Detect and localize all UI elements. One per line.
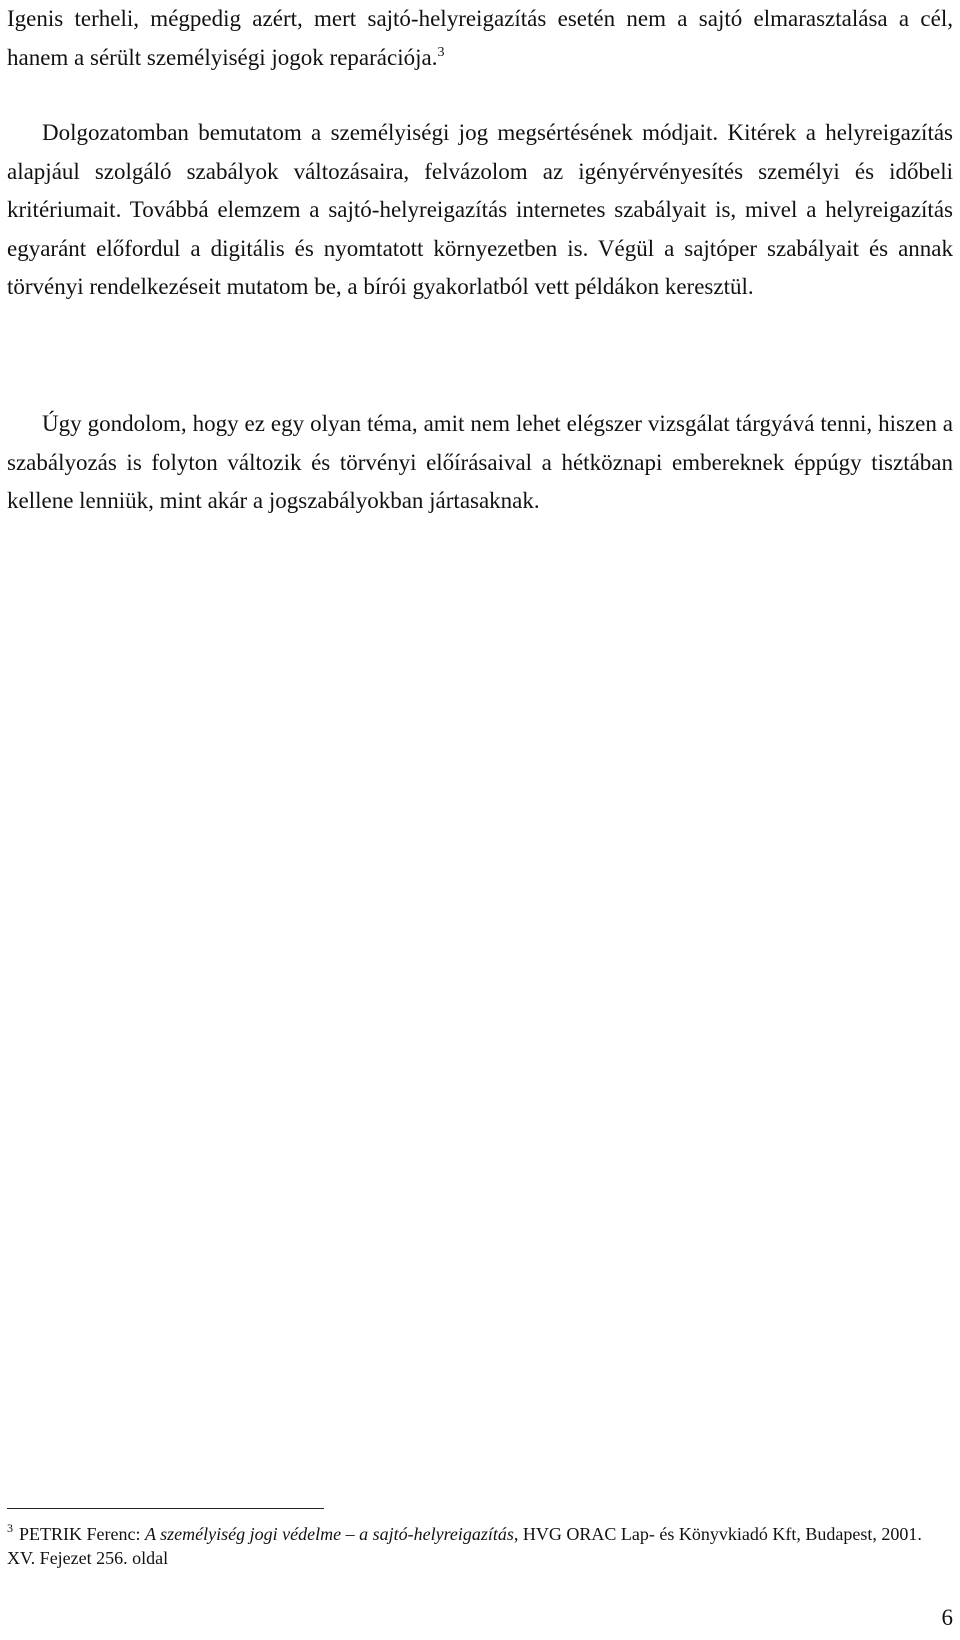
paragraph-3-text: Úgy gondolom, hogy ez egy olyan téma, amit nem lehet elégszer vizsgálat tárgyává tenni, hiszen a szabályozás is folyton változik és törvényi előírásaival a hétköznapi embereknek éppúgy tisztában kellene lenniük, mint akár a jogszabályokban jártasaknak. [7,411,953,513]
paragraph-2 [7,114,953,307]
footnote-publisher: , HVG ORAC Lap- és Könyvkiadó Kft, Budapest, 2001. XV. Fejezet 256. oldal [7,1524,922,1568]
footnote-title: A személyiség jogi védelme – a sajtó-helyreigazítás [144,1524,514,1544]
paragraph-3 [7,405,953,521]
footnote-author-rest: Ferenc: [82,1524,145,1544]
footnote-reference[interactable]: 3 [437,44,445,60]
footnote [7,1522,953,1570]
paragraph-2-text: Dolgozatomban bemutatom a személyiségi jog megsértésének módjait. Kitérek a helyreigazítás alapjául szolgáló szabályok változásaira, felvázolom az igényérvényesítés személyi és időbeli kritériumait. Továbbá elemzem a sajtó-helyreigazítás internetes szabályait is, mivel a helyreigazítás egyaránt előfordul a digitális és nyomtatott környezetben is. Végül a sajtóper szabályait és annak törvényi rendelkezéseit mutatom be, a bírói gyakorlatból vett példákon keresztül. [7,120,953,299]
footnote-author: PETRIK [19,1524,82,1544]
page-number: 6 [941,1605,953,1630]
footnote-number: 3 [7,1521,13,1535]
footnote-separator [7,1508,324,1509]
paragraph-1 [7,0,953,77]
paragraph-1-text: Igenis terheli, mégpedig azért, mert sajtó-helyreigazítás esetén nem a sajtó elmarasztalása a cél, hanem a sérült személyiségi jogok reparációja. [7,6,953,70]
